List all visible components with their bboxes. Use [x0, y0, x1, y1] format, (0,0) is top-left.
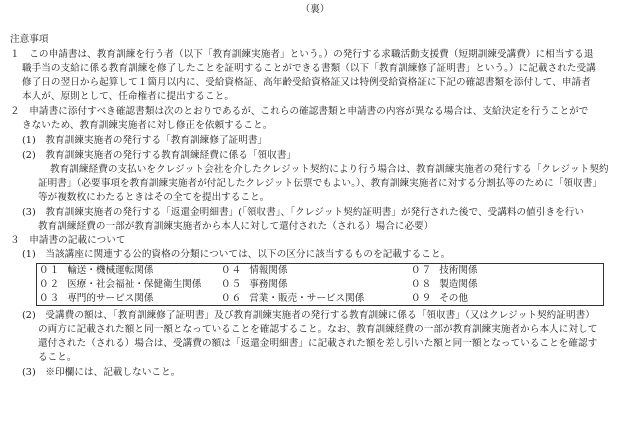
section-title: 注意事項	[10, 34, 49, 45]
code-cell-06: ０６ 営業・販売・サービス関係	[221, 293, 365, 304]
note-1-line-1: １ この申請書は、教育訓練を行う者（以下「教育訓練実施者」という。）の発行する求職活動支援費（短期訓練受講費）に相当する退	[10, 49, 594, 60]
code-cell-04: ０４ 情報関係	[221, 265, 288, 276]
note-1-line-2: 職手当の支給に係る教育訓練を修了したことを証明することができる書類（以下「教育訓練修了証明書」という。）に記載された受講	[22, 63, 596, 74]
note-2-line-2: きないため、教育訓練実施者に対し修正を依頼すること。	[22, 120, 273, 131]
code-cell-05: ０５ 事務関係	[221, 279, 288, 290]
note-1-line-4: 本人が、原則として、任命権者に提出すること。	[22, 91, 234, 102]
note-3-item-2-line-2: の両方に記載された額と同一額となっていることを確認すること。なお、教育訓練経費の一部が教育訓練実施者から本人に対して	[38, 324, 598, 335]
note-3-item-2-line-4: ること。	[38, 352, 77, 363]
note-2-item-2-detail-1: 教育訓練経費の支払いをクレジット会社を介したクレジット契約により行う場合は、教育訓練実施者の発行する「クレジット契約	[50, 164, 609, 175]
qualification-code-table	[36, 263, 604, 306]
note-3-item-3: (3) ※印欄には、記載しないこと。	[22, 367, 181, 378]
code-cell-09: ０９ その他	[411, 293, 468, 304]
note-3-item-2-line-3: 還付された（される）場合は、受講費の額は「返還金明細書」に記載された額を差し引いた額と同一額となっていることを確認す	[38, 338, 598, 349]
note-3-item-1: (1) 当該講座に関連する公的資格の分類については、以下の区分に該当するものを記載すること。	[22, 249, 451, 260]
note-3-item-2-line-1: (2) 受講費の額は、「教育訓練修了証明書」及び教育訓練実施者の発行する教育訓練に係る「領収書」（又はクレジット契約証明書）	[22, 310, 595, 321]
note-2-item-2-detail-3: 等が複数枚にわたるときはその全てを提出すること。	[38, 192, 270, 203]
code-cell-08: ０８ 製造関係	[411, 279, 478, 290]
page-heading: （裏）	[300, 4, 330, 15]
note-2-item-2-detail-2: 証明書」（必要事項を教育訓練実施者が付記したクレジット伝票でもよい。）、教育訓練実施者に対する分割払等のために「領収書」	[38, 178, 602, 189]
note-2-item-2: (2) 教育訓練実施者の発行する教育訓練経費に係る「領収書」	[22, 150, 297, 161]
note-2-item-3-line-1: (3) 教育訓練実施者の発行する「返還金明細書」(「領収書」、「クレジット契約証明書」が発行された後で、受講料の値引きを行い	[22, 207, 585, 218]
note-2-item-3-line-2: 教育訓練経費の一部が教育訓練実施者から本人に対して還付された（される）場合に必要）	[38, 221, 434, 232]
note-1-line-3: 修了日の翌日から起算して１箇月以内に、受給資格証、高年齢受給資格証又は特例受給資格証に下記の確認書類を添付して、申請者	[22, 77, 591, 88]
code-cell-02: ０２ 医療・社会福祉・保健衛生関係	[39, 279, 202, 290]
note-2-line-1: ２ 申請書に添付すべき確認書類は次のとおりであるが、これらの確認書類と申請書の内容が異なる場合は、支給決定を行うことがで	[10, 106, 589, 117]
note-2-item-1: (1) 教育訓練実施者の発行する「教育訓練修了証明書」	[22, 135, 268, 146]
code-cell-01: ０１ 輸送・機械運転関係	[39, 265, 154, 276]
note-3-title: ３ 申請書の記載について	[10, 235, 126, 246]
code-cell-03: ０３ 専門的サービス関係	[39, 293, 154, 304]
code-cell-07: ０７ 技術関係	[411, 265, 478, 276]
